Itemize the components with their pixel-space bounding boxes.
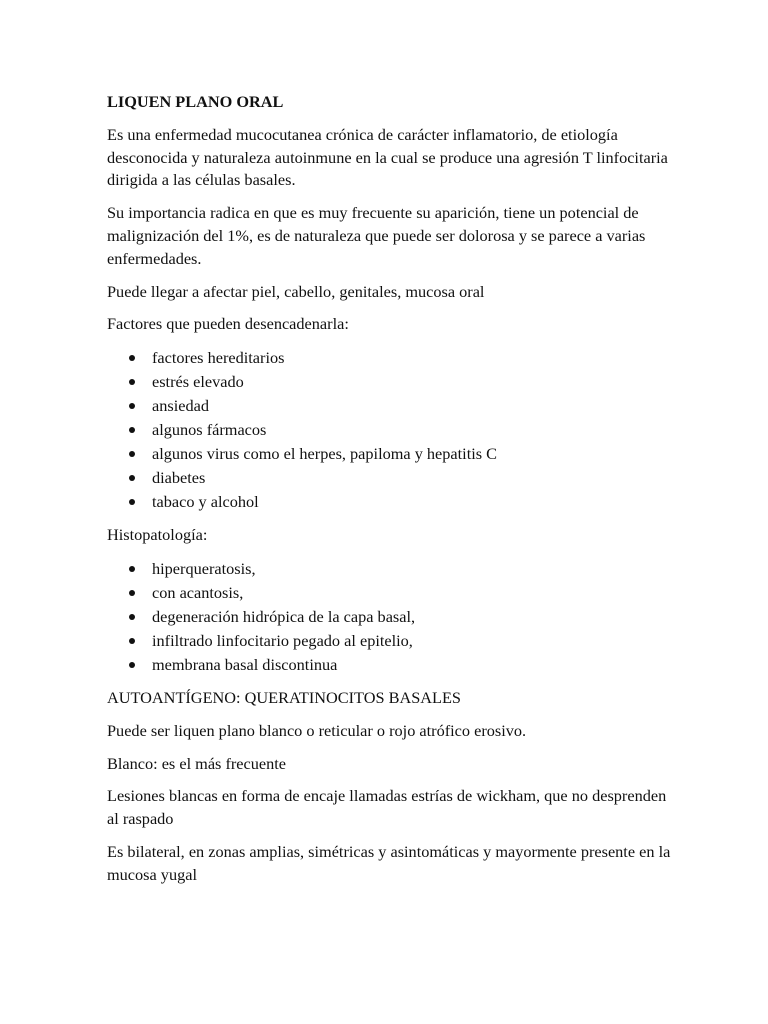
- bullet-icon: [129, 638, 135, 644]
- factores-label: Factores que pueden desencadenarla:: [107, 314, 349, 334]
- bullet-icon: [129, 475, 135, 481]
- intro-paragraph-importance: Su importancia radica en que es muy frecuente su aparición, tiene un potencial de malignización del 1%, es de naturaleza que puede ser dolorosa y se parece a varias enfermedades.: [107, 203, 646, 268]
- intro-paragraph-definition: Es una enfermedad mucocutanea crónica de carácter inflamatorio, de etiología desconocida y naturaleza autoinmune en la cual se produce una agresión T linfocitaria dirigida a las células basales.: [107, 124, 668, 190]
- list-item: membrana basal discontinua: [107, 653, 672, 677]
- bullet-icon: [129, 662, 135, 668]
- bullet-icon: [129, 566, 135, 572]
- list-item: diabetes: [107, 466, 672, 490]
- histopatologia-list: [107, 557, 672, 677]
- factores-list: [107, 346, 672, 514]
- bullet-icon: [129, 403, 135, 409]
- list-item: hiperqueratosis,: [107, 557, 672, 581]
- document-body: [107, 91, 672, 897]
- bullet-icon: [129, 451, 135, 457]
- bullet-icon: [129, 614, 135, 620]
- list-item: algunos virus como el herpes, papiloma y hepatitis C: [107, 442, 672, 466]
- autoantigeno-heading: AUTOANTÍGENO: QUERATINOCITOS BASALES: [107, 687, 461, 707]
- bullet-icon: [129, 499, 135, 505]
- list-item: algunos fármacos: [107, 418, 672, 442]
- paragraph-types: Puede ser liquen plano blanco o reticular o rojo atrófico erosivo.: [107, 720, 527, 740]
- bullet-icon: [129, 427, 135, 433]
- list-item: estrés elevado: [107, 370, 672, 394]
- bullet-icon: [129, 355, 135, 361]
- list-item: ansiedad: [107, 394, 672, 418]
- bullet-icon: [129, 590, 135, 596]
- list-item: tabaco y alcohol: [107, 490, 672, 514]
- document-title: LIQUEN PLANO ORAL: [107, 92, 284, 111]
- paragraph-lesiones: Lesiones blancas en forma de encaje llamadas estrías de wickham, que no desprenden al raspado: [107, 786, 667, 829]
- intro-paragraph-affects: Puede llegar a afectar piel, cabello, genitales, mucosa oral: [107, 281, 485, 301]
- list-item: con acantosis,: [107, 581, 672, 605]
- paragraph-blanco: Blanco: es el más frecuente: [107, 753, 287, 773]
- list-item: infiltrado linfocitario pegado al epitelio,: [107, 629, 672, 653]
- list-item: degeneración hidrópica de la capa basal,: [107, 605, 672, 629]
- bullet-icon: [129, 379, 135, 385]
- histopatologia-label: Histopatología:: [107, 525, 208, 545]
- list-item: factores hereditarios: [107, 346, 672, 370]
- paragraph-bilateral: Es bilateral, en zonas amplias, simétricas y asintomáticas y mayormente presente en la mucosa yugal: [107, 841, 671, 884]
